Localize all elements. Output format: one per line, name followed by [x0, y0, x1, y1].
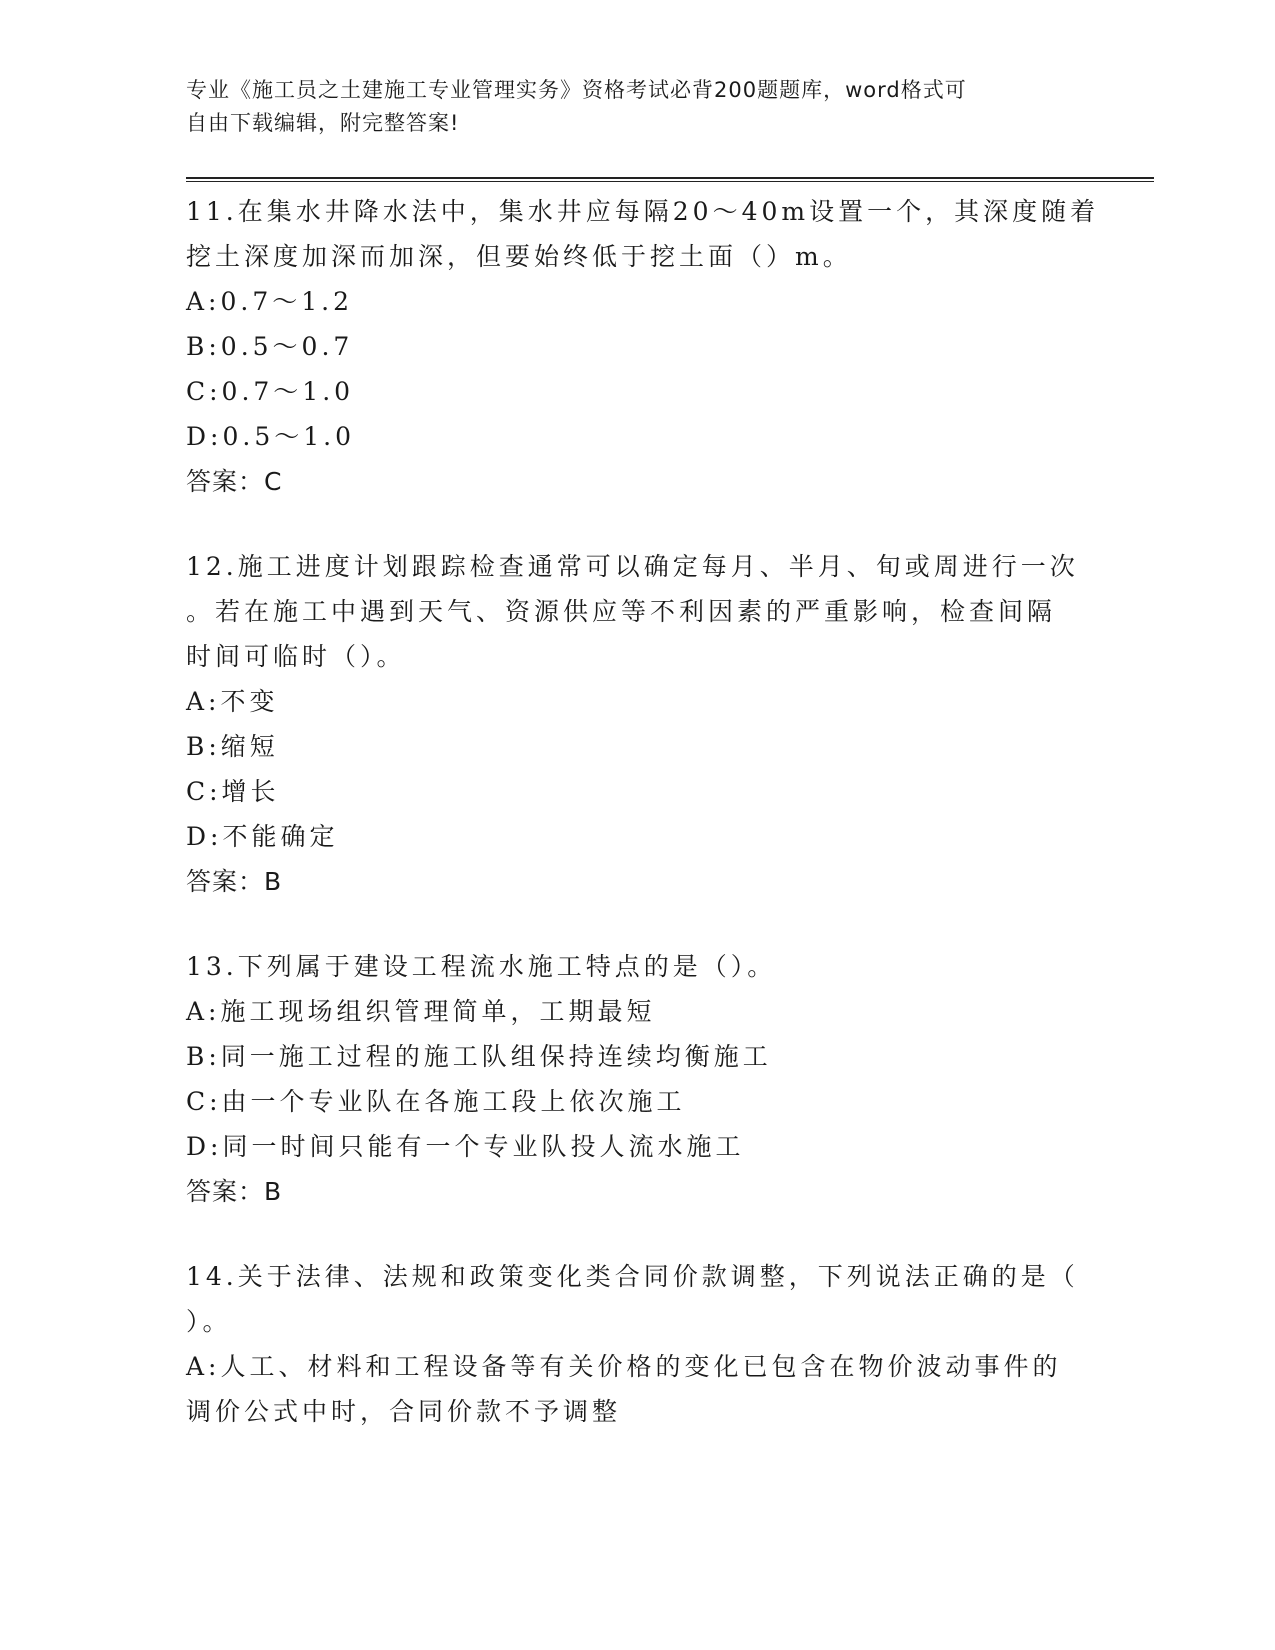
option-d: D:不能确定: [186, 822, 339, 851]
option-a-continued: 调价公式中时，合同价款不予调整: [186, 1397, 622, 1426]
answer-line: 答案：B: [186, 1177, 283, 1206]
option-d: D:0.5～1.0: [186, 422, 355, 451]
question-stem-line: 挖土深度加深而加深，但要始终低于挖土面（）m。: [186, 242, 852, 271]
option-a: A:0.7～1.2: [186, 287, 353, 316]
question-12: [186, 544, 1086, 904]
question-14: [186, 1254, 1086, 1434]
option-c: C:增长: [186, 777, 280, 806]
question-list: [186, 189, 1100, 1474]
option-c: C:由一个专业队在各施工段上依次施工: [186, 1087, 686, 1116]
option-d: D:同一时间只能有一个专业队投人流水施工: [186, 1132, 745, 1161]
question-stem-line: 13.下列属于建设工程流水施工特点的是（）。: [186, 952, 777, 981]
option-b: B:同一施工过程的施工队组保持连续均衡施工: [186, 1042, 772, 1071]
option-b: B:0.5～0.7: [186, 332, 354, 361]
question-stem-line: ）。: [186, 1307, 232, 1336]
answer-line: 答案：C: [186, 467, 283, 496]
question-stem-line: 12.施工进度计划跟踪检查通常可以确定每月、半月、旬或周进行一次: [186, 552, 1079, 581]
question-stem-line: 14.关于法律、法规和政策变化类合同价款调整，下列说法正确的是（: [186, 1262, 1079, 1291]
header-divider-thick: [186, 177, 1154, 179]
question-13: [186, 944, 1086, 1214]
header-line-1: 专业《施工员之土建施工专业管理实务》资格考试必背200题题库，word格式可: [186, 78, 967, 102]
question-11: [186, 189, 1100, 504]
question-stem-line: 时间可临时（）。: [186, 642, 406, 671]
option-a: A:施工现场组织管理简单，工期最短: [186, 997, 656, 1026]
option-a: A:人工、材料和工程设备等有关价格的变化已包含在物价波动事件的: [186, 1352, 1062, 1381]
header-divider-thin: [186, 181, 1154, 182]
document-header: [186, 74, 1086, 140]
question-stem-line: 11.在集水井降水法中，集水井应每隔20～40m设置一个，其深度随着: [186, 197, 1100, 226]
option-b: B:缩短: [186, 732, 279, 761]
header-line-2: 自由下载编辑，附完整答案!: [186, 111, 460, 135]
question-stem-line: 。若在施工中遇到天气、资源供应等不利因素的严重影响，检查间隔: [186, 597, 1057, 626]
option-c: C:0.7～1.0: [186, 377, 355, 406]
option-a: A:不变: [186, 687, 279, 716]
answer-line: 答案：B: [186, 867, 283, 896]
